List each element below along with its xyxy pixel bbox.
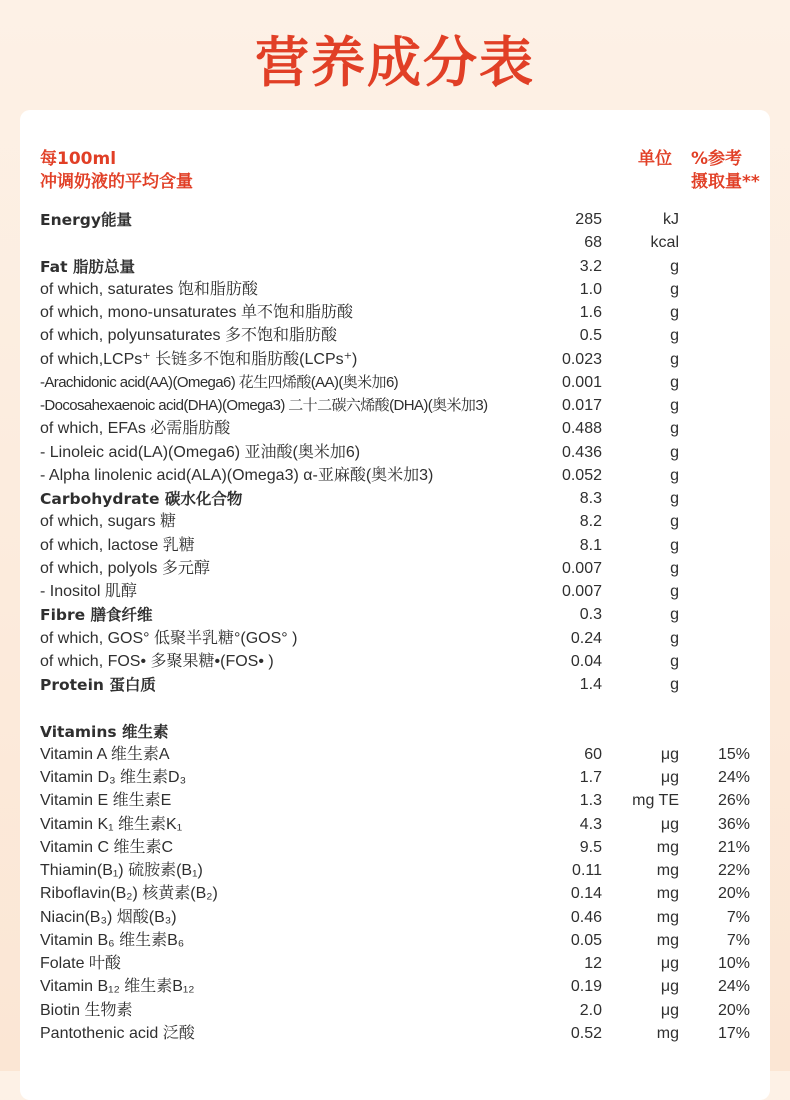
nutrient-row xyxy=(20,743,770,766)
nutrient-label: of which, polyols 多元醇 xyxy=(40,559,210,577)
nutrient-row xyxy=(20,394,770,417)
nutrient-reference-percent: 26% xyxy=(717,792,750,810)
nutrient-label: Biotin 生物素 xyxy=(40,1001,133,1019)
nutrient-row xyxy=(20,557,770,580)
nutrient-unit: mg xyxy=(656,862,679,879)
nutrient-row xyxy=(20,534,770,557)
nutrient-unit: μg xyxy=(660,769,679,786)
nutrient-label: of which, lactose 乳糖 xyxy=(40,536,195,554)
nutrient-reference-percent: 17% xyxy=(717,1024,750,1042)
nutrient-unit: g xyxy=(670,350,679,368)
nutrient-label: Niacin(B₃) 烟酸(B₃) xyxy=(40,908,177,926)
nutrient-value: 1.0 xyxy=(579,280,602,298)
nutrient-row xyxy=(20,952,770,975)
nutrient-row xyxy=(20,441,770,464)
nutrient-row xyxy=(20,906,770,929)
nutrient-value: 0.5 xyxy=(579,327,602,345)
nutrient-row xyxy=(20,255,770,278)
nutrient-reference-percent: 24% xyxy=(717,978,750,996)
nutrient-unit: g xyxy=(670,466,679,484)
nutrient-value: 285 xyxy=(575,211,602,228)
nutrient-row xyxy=(20,999,770,1022)
nutrient-row xyxy=(20,929,770,952)
nutrient-value: 0.46 xyxy=(570,908,602,926)
nutrient-reference-percent: 21% xyxy=(717,838,750,856)
nutrient-label: Vitamin A 维生素A xyxy=(40,745,170,763)
nutrient-label: Carbohydrate 碳水化合物 xyxy=(40,490,243,508)
nutrient-unit: μg xyxy=(660,745,679,763)
nutrient-label: Vitamin D₃ 维生素D₃ xyxy=(40,769,187,786)
nutrient-reference-percent: 20% xyxy=(717,1001,750,1019)
nutrient-reference-percent: 10% xyxy=(717,955,750,972)
nutrient-value: 0.24 xyxy=(570,629,602,647)
nutrient-value: 68 xyxy=(584,234,602,252)
nutrient-label: - Inositol 肌醇 xyxy=(40,583,137,600)
nutrient-row xyxy=(20,859,770,882)
nutrient-label: of which, polyunsaturates 多不饱和脂肪酸 xyxy=(40,327,337,345)
nutrient-row xyxy=(20,1022,770,1045)
nutrient-unit: g xyxy=(670,373,679,391)
nutrient-label: of which, mono-unsaturates 单不饱和脂肪酸 xyxy=(40,304,353,321)
nutrient-label: Energy能量 xyxy=(40,211,132,229)
nutrient-row xyxy=(20,371,770,394)
nutrient-label: Pantothenic acid 泛酸 xyxy=(40,1024,195,1042)
nutrient-value: 0.023 xyxy=(561,350,602,368)
nutrient-label: of which, EFAs 必需脂肪酸 xyxy=(40,420,231,438)
nutrient-unit: g xyxy=(670,420,679,438)
nutrient-row xyxy=(20,882,770,905)
nutrient-label: Fibre 膳食纤维 xyxy=(40,606,153,625)
nutrient-unit: g xyxy=(670,559,679,577)
nutrient-row xyxy=(20,627,770,650)
nutrient-label: Fat 脂肪总量 xyxy=(40,257,135,276)
nutrient-unit: g xyxy=(670,606,679,624)
nutrient-value: 0.052 xyxy=(561,466,602,484)
nutrient-label: Folate 叶酸 xyxy=(40,955,121,972)
nutrient-value: 0.19 xyxy=(570,978,602,996)
nutrient-value: 1.3 xyxy=(579,792,602,810)
nutrient-label: - Alpha linolenic acid(ALA)(Omega3) α-亚麻酸(奥米加3) xyxy=(40,466,434,484)
nutrition-table-card xyxy=(20,110,770,1100)
nutrient-value: 0.52 xyxy=(570,1024,602,1042)
per-100ml-label: 每100ml xyxy=(40,149,117,169)
nutrient-row xyxy=(20,813,770,836)
nutrient-value: 8.2 xyxy=(579,513,602,531)
nutrient-value: 0.007 xyxy=(561,559,602,577)
nutrient-value: 1.7 xyxy=(579,769,602,786)
nutrient-row xyxy=(20,673,770,696)
nutrient-unit: mg xyxy=(656,838,679,856)
nutrient-value: 0.436 xyxy=(561,443,602,461)
nutrient-value: 9.5 xyxy=(579,838,602,856)
reference-intake-line2: 摄取量** xyxy=(691,172,760,192)
nutrient-unit: μg xyxy=(660,978,679,996)
nutrient-reference-percent: 24% xyxy=(717,769,750,786)
nutrient-value: 0.017 xyxy=(561,397,602,414)
nutrient-value: 0.3 xyxy=(579,606,602,624)
nutrient-label: of which, FOS• 多聚果糖•(FOS• ) xyxy=(40,652,274,670)
nutrient-value: 3.2 xyxy=(579,257,602,275)
nutrient-row xyxy=(20,836,770,859)
nutrient-unit: mg xyxy=(656,885,679,903)
nutrient-unit: g xyxy=(670,513,679,531)
nutrient-row xyxy=(20,603,770,626)
nutrient-row xyxy=(20,278,770,301)
row-spacer xyxy=(20,696,770,719)
nutrient-reference-percent: 36% xyxy=(717,815,750,833)
unit-column-header: 单位 xyxy=(638,149,672,169)
nutrient-row xyxy=(20,510,770,533)
nutrient-value: 0.488 xyxy=(561,420,602,438)
nutrient-unit: kcal xyxy=(650,234,679,252)
reference-intake-line1: %参考 xyxy=(691,149,743,169)
nutrient-label: Vitamin C 维生素C xyxy=(40,838,174,856)
nutrient-value: 1.6 xyxy=(579,304,602,321)
nutrient-label: -Docosahexaenoic acid(DHA)(Omega3) 二十二碳六烯酸(DHA)(奥米加3) xyxy=(40,397,488,414)
nutrient-value: 0.11 xyxy=(572,862,602,879)
nutrient-label: Vitamin B₁₂ 维生素B₁₂ xyxy=(40,978,195,996)
nutrient-label: of which, sugars 糖 xyxy=(40,513,177,531)
nutrient-unit: g xyxy=(670,280,679,298)
nutrient-label: -Arachidonic acid(AA)(Omega6) 花生四烯酸(AA)(奥米加6) xyxy=(40,373,399,391)
nutrient-unit: g xyxy=(670,629,679,647)
nutrient-row xyxy=(20,789,770,812)
nutrient-value: 0.007 xyxy=(561,583,602,600)
nutrient-unit: g xyxy=(670,397,679,414)
nutrient-row xyxy=(20,487,770,510)
nutrient-unit: mg xyxy=(656,931,679,949)
nutrient-row xyxy=(20,417,770,440)
reference-intake-header xyxy=(691,148,760,194)
nutrient-row xyxy=(20,766,770,789)
nutrient-value: 4.3 xyxy=(579,815,602,833)
nutrient-label: of which,LCPs⁺ 长链多不饱和脂肪酸(LCPs⁺) xyxy=(40,350,358,368)
nutrient-label: - Linoleic acid(LA)(Omega6) 亚油酸(奥米加6) xyxy=(40,443,361,461)
nutrient-unit: g xyxy=(670,257,679,275)
nutrient-reference-percent: 20% xyxy=(717,885,750,903)
nutrient-rows xyxy=(20,208,770,1045)
nutrient-row xyxy=(20,208,770,231)
nutrient-unit: g xyxy=(670,583,679,600)
nutrient-row xyxy=(20,580,770,603)
nutrient-unit: g xyxy=(670,304,679,321)
nutrient-unit: g xyxy=(670,490,679,507)
nutrient-value: 12 xyxy=(584,955,602,972)
nutrient-row xyxy=(20,975,770,998)
average-content-label: 冲调奶液的平均含量 xyxy=(40,172,193,192)
nutrient-unit: g xyxy=(670,443,679,461)
nutrient-value: 2.0 xyxy=(579,1001,602,1019)
nutrient-unit: g xyxy=(670,652,679,670)
nutrient-reference-percent: 22% xyxy=(717,862,750,879)
nutrient-reference-percent: 15% xyxy=(717,745,750,763)
nutrient-label: Vitamin K₁ 维生素K₁ xyxy=(40,815,183,833)
nutrient-unit: μg xyxy=(660,1001,679,1019)
nutrient-row xyxy=(20,650,770,673)
nutrient-value: 1.4 xyxy=(579,676,602,693)
nutrient-unit: μg xyxy=(660,815,679,833)
nutrient-unit: g xyxy=(670,536,679,554)
nutrient-label: Thiamin(B₁) 硫胺素(B₁) xyxy=(40,862,203,879)
nutrient-row xyxy=(20,301,770,324)
per-100ml-header xyxy=(40,148,193,194)
nutrient-row xyxy=(20,464,770,487)
nutrient-row xyxy=(20,348,770,371)
nutrient-label: Vitamin B₆ 维生素B₆ xyxy=(40,931,185,949)
nutrient-unit: kJ xyxy=(663,211,679,228)
nutrient-label: Vitamin E 维生素E xyxy=(40,792,172,810)
nutrient-unit: mg TE xyxy=(632,792,679,810)
nutrient-value: 8.3 xyxy=(579,490,602,507)
nutrient-row xyxy=(20,324,770,347)
page-title: 营养成分表 xyxy=(255,31,535,94)
nutrient-unit: mg xyxy=(656,1024,679,1042)
nutrient-label: Vitamins 维生素 xyxy=(40,722,169,741)
nutrient-value: 0.04 xyxy=(570,652,602,670)
nutrient-value: 8.1 xyxy=(579,536,602,554)
nutrient-unit: g xyxy=(670,327,679,345)
nutrient-label: of which, saturates 饱和脂肪酸 xyxy=(40,280,258,298)
nutrient-row xyxy=(20,231,770,254)
nutrient-label: Protein 蛋白质 xyxy=(40,676,156,694)
nutrient-row xyxy=(20,720,770,743)
nutrient-unit: mg xyxy=(656,908,679,926)
nutrient-value: 60 xyxy=(584,745,602,763)
nutrient-label: of which, GOS° 低聚半乳糖°(GOS° ) xyxy=(40,629,298,647)
nutrient-value: 0.001 xyxy=(561,373,602,391)
nutrient-unit: μg xyxy=(660,955,679,972)
nutrient-label: Riboflavin(B₂) 核黄素(B₂) xyxy=(40,885,218,903)
nutrient-unit: g xyxy=(670,676,679,693)
nutrient-value: 0.14 xyxy=(570,885,602,903)
nutrient-reference-percent: 7% xyxy=(726,908,750,926)
nutrient-reference-percent: 7% xyxy=(726,931,750,949)
nutrient-value: 0.05 xyxy=(570,931,602,949)
